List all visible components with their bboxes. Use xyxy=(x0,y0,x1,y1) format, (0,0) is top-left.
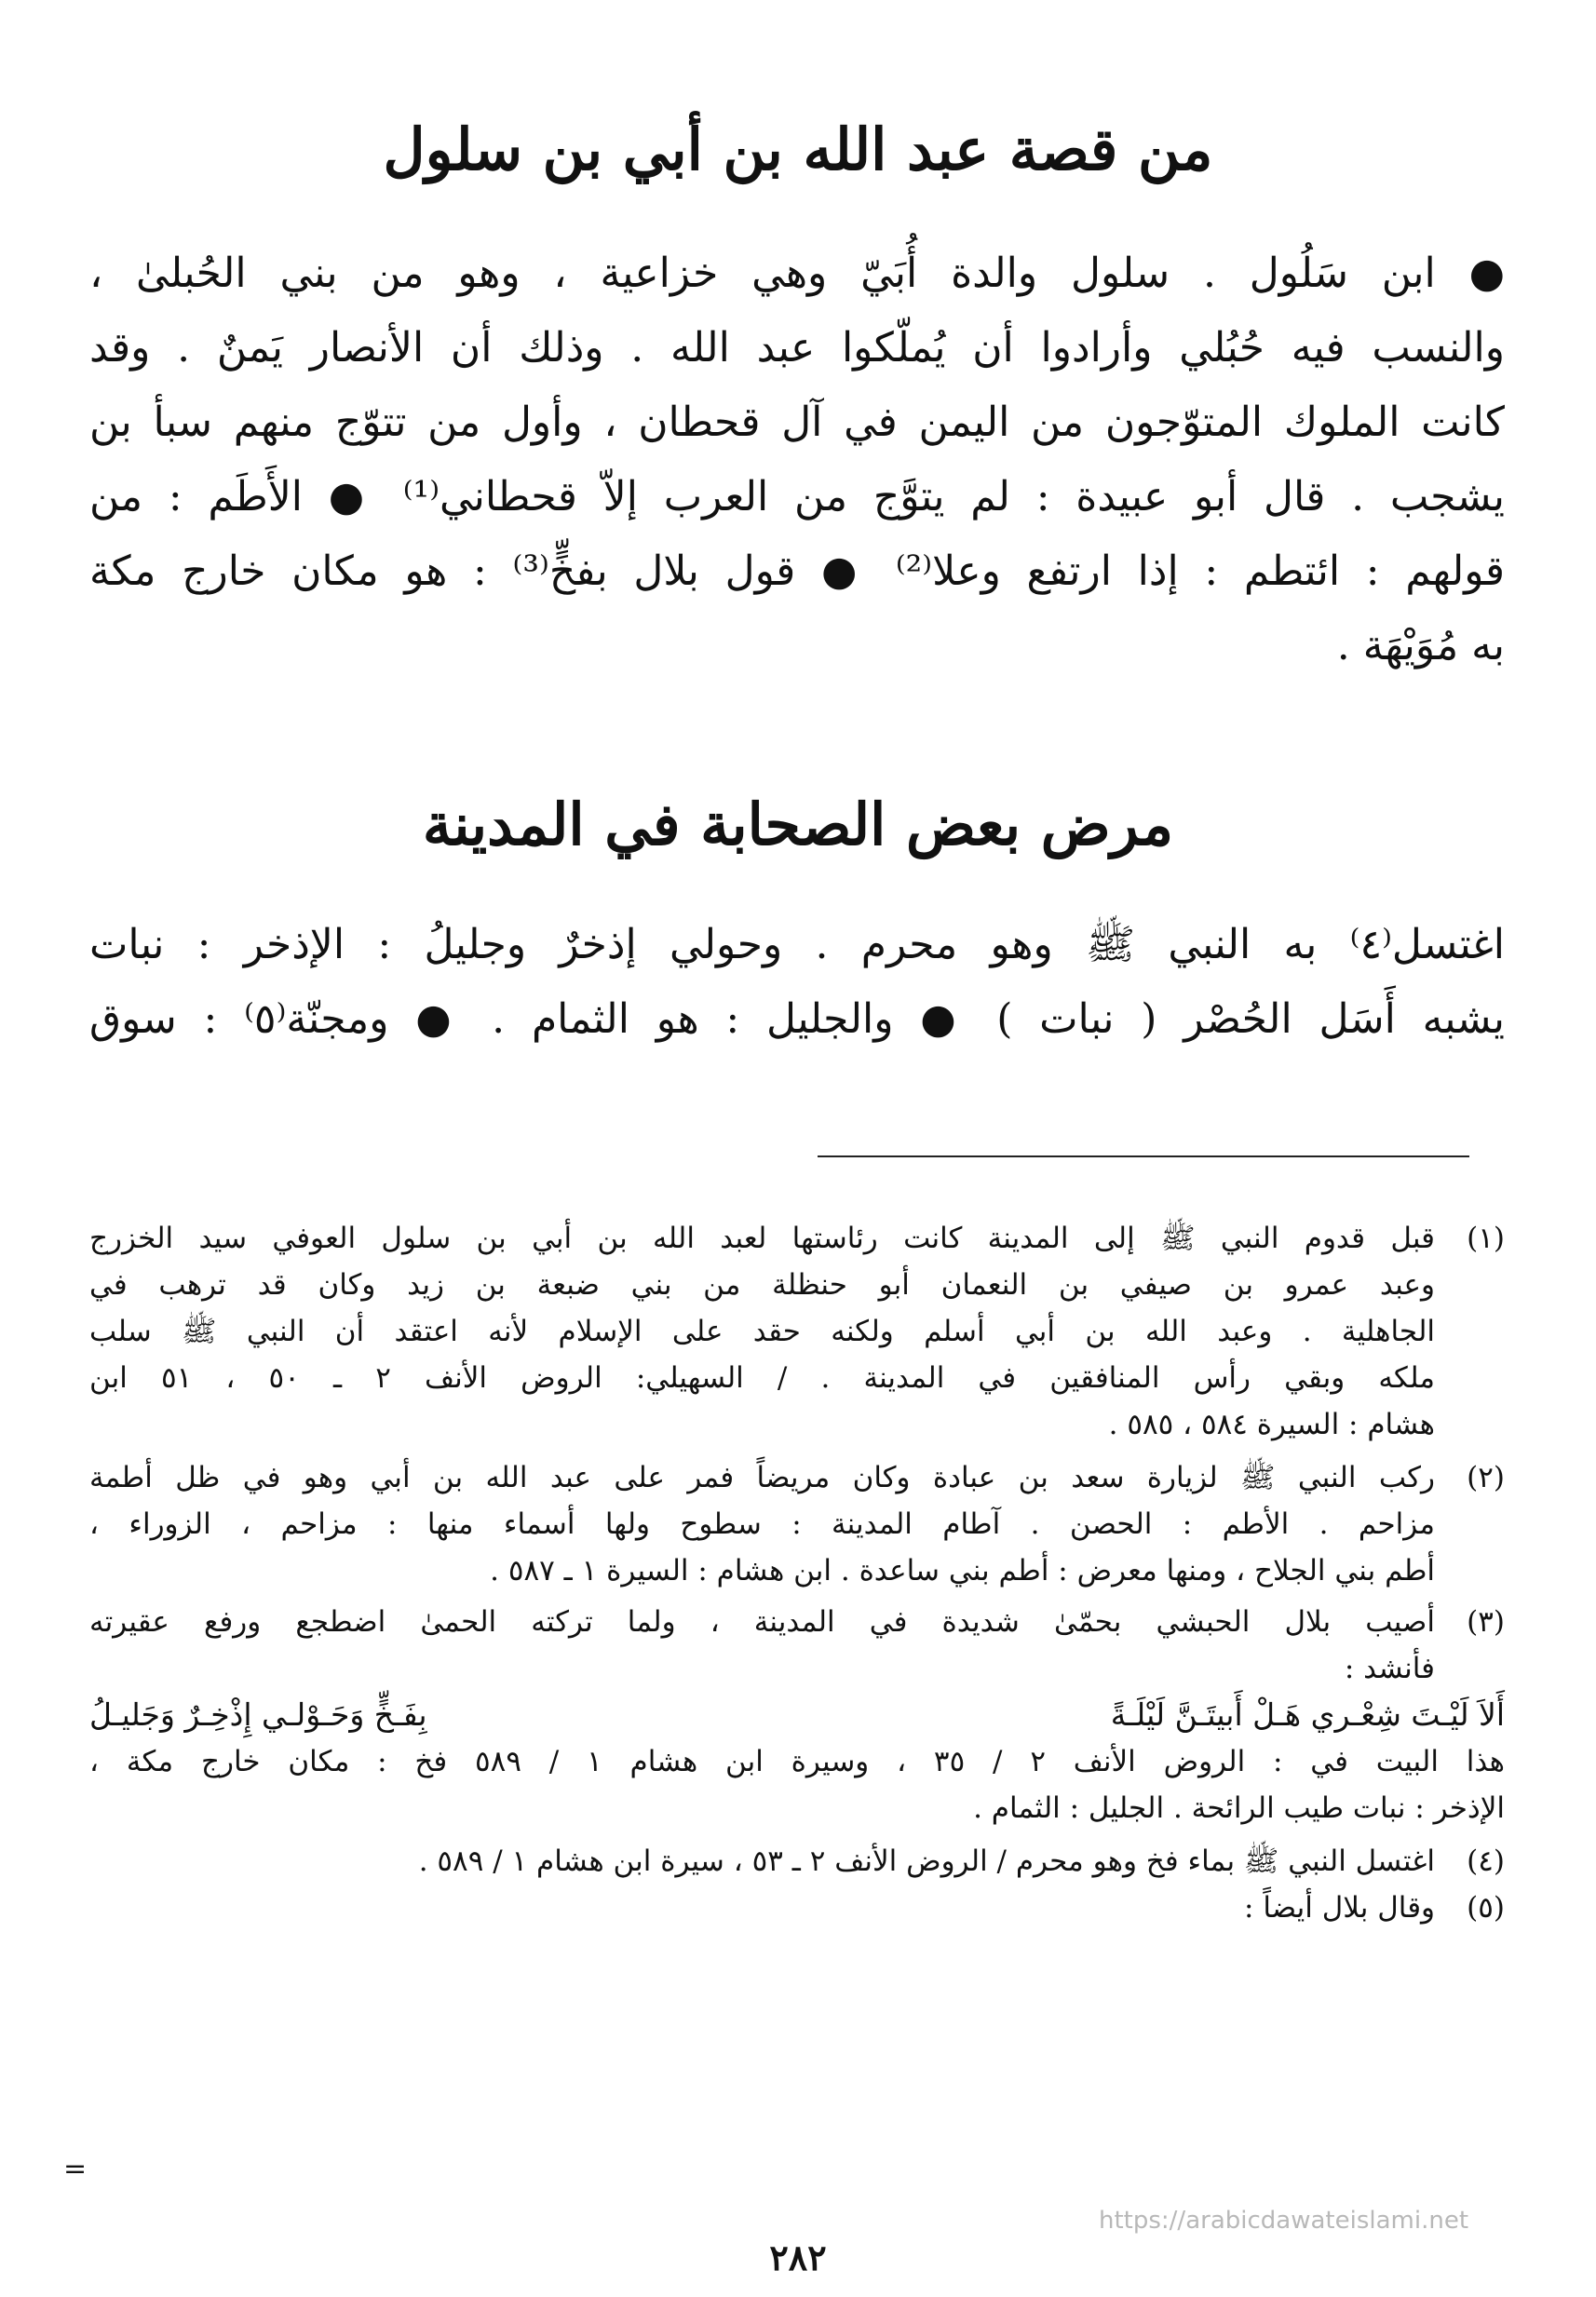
footnote-line: اغتسل النبي ﷺ بماء فخ وهو محرم / الروض الأنف ٢ ـ ٥٣ ، سيرة ابن هشام ١ / ٥٨٩ . xyxy=(418,1844,1435,1878)
footnote-number: (٣) xyxy=(1467,1605,1505,1639)
footnote-line: قبل قدوم النبي ﷺ إلى المدينة كانت رئاستها لعبد الله بن أبي بن سلول العوفي سيد الخزرج xyxy=(89,1222,1435,1255)
body-line: والنسب فيه حُبُلي وأرادوا أن يُملّكوا عبد الله . وذلك أن الأنصار يَمنٌ . وقد xyxy=(89,324,1505,372)
footnote-line: الإذخر : نبات طيب الرائحة . الجليل : الثمام . xyxy=(973,1791,1505,1825)
footnote-line: هذا البيت في : الروض الأنف ٢ / ٣٥ ، وسيرة ابن هشام ١ / ٥٨٩ فخ : مكان خارج مكة ، xyxy=(89,1745,1506,1778)
body-line: به مُوَيْهَة . xyxy=(1336,622,1505,669)
body-line: ● ابن سَلُول . سلول والدة أُبَيّ وهي خزاعية ، وهو من بني الحُبلىٰ ، xyxy=(89,250,1505,297)
footnote-number: (٥) xyxy=(1467,1891,1505,1925)
footnote-line: الجاهلية . وعبد الله بن أبي أسلم ولكنه حقد على الإسلام لأنه اعتقد أن النبي ﷺ سلب xyxy=(89,1315,1435,1348)
footnote-line: هشام : السيرة ٥٨٤ ، ٥٨٥ . xyxy=(1108,1408,1435,1441)
body-line: كانت الملوك المتوّجون من اليمن في آل قحطان ، وأول من تتوّج منهم سبأ بن xyxy=(89,399,1505,446)
body-line: اغتسل⁽٤⁾ به النبي ﷺ وهو محرم . وحولي إذخرٌ وجليلُ : الإذخر : نبات xyxy=(89,921,1505,968)
margin-mark: = xyxy=(63,2153,88,2185)
footnote-line: أصيب بلال الحبشي بحمّىٰ شديدة في المدينة ، ولما تركته الحمىٰ اضطجع ورفع عقيرته xyxy=(89,1605,1435,1639)
section-body xyxy=(89,908,1505,1057)
footnote-separator xyxy=(818,1155,1469,1157)
footnote-line: ركب النبي ﷺ لزيارة سعد بن عبادة وكان مريضاً فمر على عبد الله بن أبي وهو في ظل أطمة xyxy=(89,1461,1435,1494)
footnote-line: فأنشد : xyxy=(1344,1652,1435,1685)
watermark-url: https://arabicdawateislami.net xyxy=(1099,2207,1469,2235)
section-title: من قصة عبد الله بن أبي بن سلول xyxy=(383,115,1213,183)
page-number: ٢٨٢ xyxy=(769,2236,827,2278)
footnote-line: أطم بني الجلاح ، ومنها معرض : أطم بني ساعدة . ابن هشام : السيرة ١ ـ ٥٨٧ . xyxy=(490,1554,1435,1588)
verse-hemistich-second: بِفَـخٍّ وَحَـوْلـي إِذْخِـرٌ وَجَليـلُ xyxy=(89,1696,427,1733)
footnote-number: (٤) xyxy=(1467,1844,1505,1878)
body-line: يشجب . قال أبو عبيدة : لم يتوَّج من العرب إلاّ قحطاني⁽¹⁾ ● الأَطَم : من xyxy=(89,473,1506,520)
poetry-verse xyxy=(89,1692,1505,1738)
section-body xyxy=(89,236,1505,683)
footnote-number: (٢) xyxy=(1467,1461,1505,1494)
body-line: يشبه أَسَل الحُصْر ( نبات ) ● والجليل : هو الثمام . ● ومجنّة⁽٥⁾ : سوق xyxy=(89,995,1505,1043)
verse-hemistich-first: أَلاَ لَيْـتَ شِعْـري هَـلْ أَبيتَـنَّ لَيْلَـةً xyxy=(1110,1696,1505,1733)
footnote-line: وقال بلال أيضاً : xyxy=(1244,1891,1435,1925)
section-title: مرض بعض الصحابة في المدينة xyxy=(422,790,1174,858)
body-line: قولهم : ائتطم : إذا ارتفع وعلا⁽²⁾ ● قول بلال بفخٍّ⁽³⁾ : هو مكان خارج مكة xyxy=(89,547,1506,595)
footnote-line: وعبد عمرو بن صيفي بن النعمان أبو حنظلة من بني ضبعة بن زيد وكان قد ترهب في xyxy=(89,1268,1435,1302)
footnote-line: ملكه وبقي رأس المنافقين في المدينة . / السهيلي: الروض الأنف ٢ ـ ٥٠ ، ٥١ ابن xyxy=(89,1361,1435,1395)
footnote-line: مزاحم . الأطم : الحصن . آطام المدينة : سطوح ولها أسماء منها : مزاحم ، الزوراء ، xyxy=(89,1507,1435,1541)
footnote-number: (١) xyxy=(1467,1222,1505,1255)
